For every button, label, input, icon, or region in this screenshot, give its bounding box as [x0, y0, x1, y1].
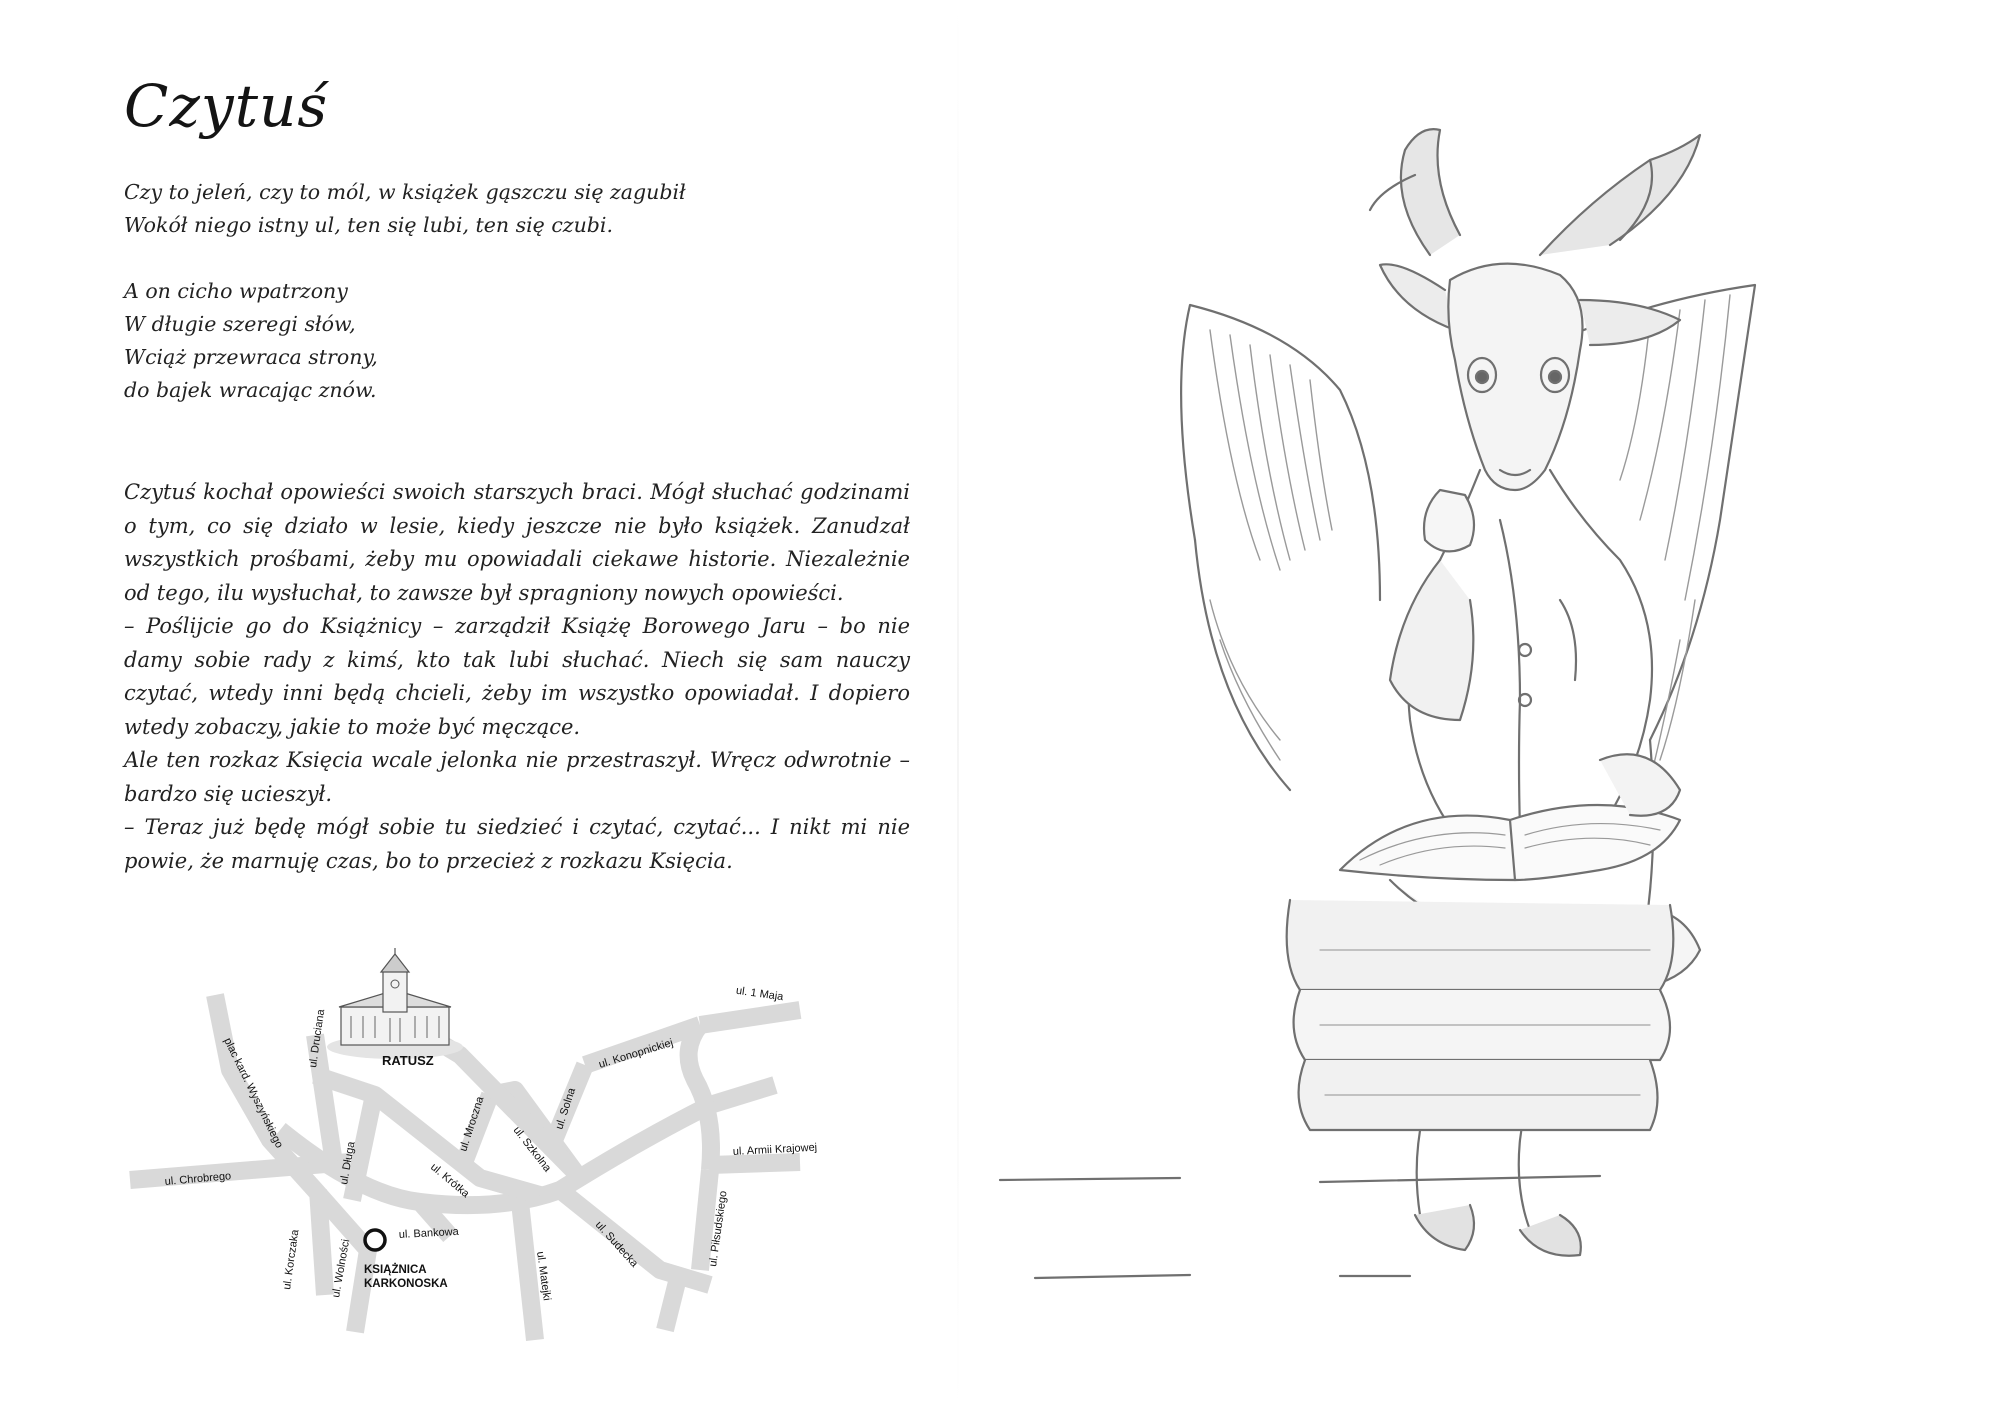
poem-line: Wciąż przewraca strony, [124, 345, 378, 369]
street-label: ul. Piłsudskiego [707, 1190, 730, 1268]
street-label: ul. Długa [338, 1140, 358, 1186]
map-label-library-1: KSIĄŻNICA [364, 1264, 427, 1276]
arm-left [1390, 560, 1473, 720]
paragraph: Czytuś kochał opowieści swoich starszych braci. Mógł słuchać godzinami o tym, co się działo w lesie, kiedy jeszcze nie było książek. Zanudzał wszystkich prośbami, żeby mu opowiadali ciekawe historie. Niezależnie od tego, ilu wysłuchał, to zawsze był spragniony nowych opowieści. [124, 480, 910, 605]
street-label: ul. Sudecka [592, 1218, 641, 1270]
page-gutter [957, 0, 959, 1415]
street-label: ul. Druciana [307, 1008, 328, 1069]
street-label: ul. Mroczna [457, 1095, 487, 1153]
paragraph: – Poślijcie go do Książnicy – zarządził Książę Borowego Jaru – bo nie damy sobie rady z kimś, kto tak lubi słuchać. Niech się sam nauczy czytać, wtedy inni będą chcieli, żeby im wszystko opowiadał. I dopiero wtedy zobaczy, jakie to może być męczące. [124, 614, 910, 739]
open-book-icon [1340, 805, 1680, 880]
page-title: Czytuś [124, 72, 329, 140]
paragraph: Ale ten rozkaz Księcia wcale jelonka nie przestraszył. Wręcz odwrotnie – bardzo się ucieszył. [124, 748, 910, 806]
street-label: ul. Krótka [428, 1161, 472, 1201]
floor-line [1000, 1178, 1180, 1180]
book-stack-1 [1287, 900, 1674, 990]
street-label: ul. Matejki [534, 1250, 553, 1302]
antler-right [1540, 135, 1700, 255]
street-label: ul. Bankowa [398, 1225, 460, 1241]
street-label: ul. Armii Krajowej [732, 1141, 818, 1158]
left-page [0, 0, 960, 1415]
antler-left [1401, 129, 1460, 255]
road-1-maja [700, 1010, 800, 1025]
street-label: plac kard. Wyszyńskiego [221, 1036, 286, 1151]
library-marker-icon [365, 1230, 385, 1250]
hoof-left [1415, 1205, 1474, 1250]
poem-line: Czy to jeleń, czy to mól, w książek gąszczu się zagubił [124, 180, 686, 204]
road-sudecka [560, 1190, 710, 1285]
right-page [960, 0, 2000, 1415]
map-label-library-2: KARKONOSKA [364, 1278, 448, 1290]
chair-wing-left [1181, 305, 1380, 600]
poem-line: do bajek wracając znów. [124, 378, 377, 402]
paragraph: – Teraz już będę mógł sobie tu siedzieć i czytać, czytać... I nikt mi nie powie, że marnuję czas, bo to przecież z rozkazu Księcia. [124, 815, 910, 873]
poem [124, 176, 924, 440]
chair-wing-right [1560, 285, 1755, 740]
poem-stanza-2 [124, 275, 924, 407]
town-hall-icon [327, 948, 463, 1059]
jacket-lapel [1560, 600, 1576, 680]
street-label: ul. Chrobrego [164, 1170, 232, 1188]
street-label: ul. Konopnickiej [597, 1036, 675, 1071]
poem-line: A on cicho wpatrzony [124, 279, 348, 303]
street-label: ul. Szkolna [510, 1124, 554, 1175]
poem-line: Wokół niego istny ul, ten się lubi, ten się czubi. [124, 213, 614, 237]
poem-line: W długie szeregi słów, [124, 312, 356, 336]
street-label: ul. Solna [553, 1086, 579, 1131]
hoof-right [1520, 1215, 1581, 1256]
street-label: ul. Korczaka [281, 1228, 302, 1291]
poem-stanza-1 [124, 176, 924, 242]
hand-chin [1424, 490, 1474, 551]
deer-reading-illustration [960, 0, 2000, 1415]
ear-right [1580, 300, 1680, 345]
jacket-front [1500, 520, 1520, 830]
road-korczaka [318, 1190, 325, 1295]
road-matejki [520, 1202, 535, 1340]
story-text [124, 476, 910, 878]
floor-line [1320, 1176, 1600, 1182]
road-curve-east [689, 1025, 711, 1170]
street-map [120, 940, 880, 1360]
map-label-ratusz: RATUSZ [382, 1053, 434, 1068]
street-label: ul. Wolności [330, 1238, 353, 1299]
street-label: ul. 1 Maja [735, 984, 785, 1004]
floor-line [1035, 1275, 1190, 1278]
ear-left [1380, 264, 1455, 330]
road-wolnosci [355, 1250, 368, 1332]
road-armii [710, 1162, 800, 1165]
